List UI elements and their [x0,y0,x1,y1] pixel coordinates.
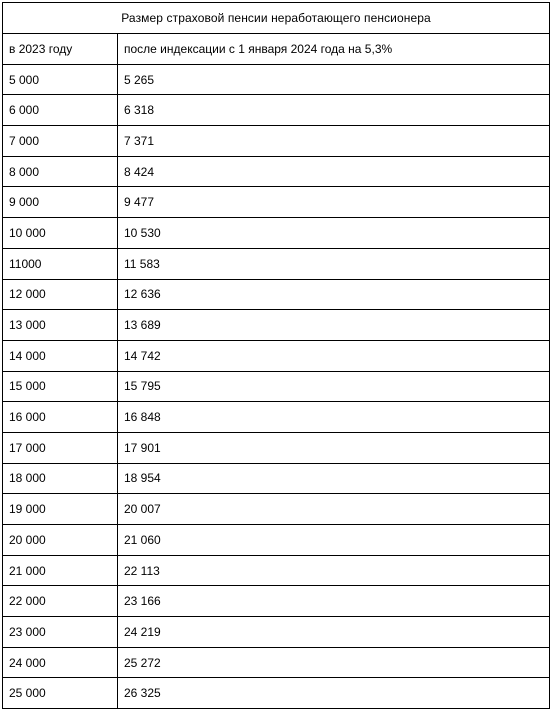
pension-2024-cell: 9 477 [118,187,550,218]
pension-2024-cell: 26 325 [118,678,550,709]
pension-2024-cell: 8 424 [118,156,550,187]
pension-2024-cell: 25 272 [118,647,550,678]
table-row [3,126,550,157]
table-row [3,95,550,126]
table-row [3,402,550,433]
header-row [3,34,550,65]
pension-2023-cell: 25 000 [3,678,118,709]
pension-2024-cell: 12 636 [118,279,550,310]
table-row [3,432,550,463]
table-row [3,218,550,249]
pension-2023-cell: 16 000 [3,402,118,433]
pension-2023-cell: 14 000 [3,340,118,371]
table-row [3,678,550,709]
pension-2024-cell: 23 166 [118,586,550,617]
pension-2023-cell: 23 000 [3,617,118,648]
pension-2024-cell: 6 318 [118,95,550,126]
pension-2023-cell: 24 000 [3,647,118,678]
pension-2024-cell: 16 848 [118,402,550,433]
table-row [3,340,550,371]
table-row [3,310,550,341]
table-row [3,494,550,525]
table-row [3,463,550,494]
pension-2024-cell: 7 371 [118,126,550,157]
pension-2023-cell: 21 000 [3,555,118,586]
column-header-2024: после индексации с 1 января 2024 года на 5,3% [118,34,550,65]
pension-2024-cell: 18 954 [118,463,550,494]
table-row [3,156,550,187]
pension-2024-cell: 24 219 [118,617,550,648]
pension-2023-cell: 19 000 [3,494,118,525]
table-row [3,64,550,95]
pension-2024-cell: 10 530 [118,218,550,249]
pension-2023-cell: 13 000 [3,310,118,341]
pension-2024-cell: 21 060 [118,525,550,556]
pension-2024-cell: 22 113 [118,555,550,586]
pension-2024-cell: 5 265 [118,64,550,95]
pension-2024-cell: 20 007 [118,494,550,525]
table-row [3,371,550,402]
pension-2023-cell: 17 000 [3,432,118,463]
pension-2024-cell: 14 742 [118,340,550,371]
pension-indexation-table [2,2,550,709]
pension-2023-cell: 9 000 [3,187,118,218]
pension-2024-cell: 15 795 [118,371,550,402]
table-body [3,3,550,709]
table-row [3,586,550,617]
pension-2023-cell: 12 000 [3,279,118,310]
table-row [3,555,550,586]
pension-2023-cell: 20 000 [3,525,118,556]
table-row [3,187,550,218]
pension-2023-cell: 8 000 [3,156,118,187]
pension-2023-cell: 6 000 [3,95,118,126]
pension-2023-cell: 22 000 [3,586,118,617]
pension-2023-cell: 18 000 [3,463,118,494]
table-row [3,525,550,556]
pension-2023-cell: 5 000 [3,64,118,95]
pension-2023-cell: 15 000 [3,371,118,402]
pension-2024-cell: 11 583 [118,248,550,279]
pension-2023-cell: 11000 [3,248,118,279]
title-row [3,3,550,34]
table-row [3,248,550,279]
table-row [3,617,550,648]
table-row [3,279,550,310]
pension-2024-cell: 13 689 [118,310,550,341]
pension-2024-cell: 17 901 [118,432,550,463]
table-row [3,647,550,678]
pension-2023-cell: 10 000 [3,218,118,249]
table-title: Размер страховой пенсии неработающего пенсионера [3,3,550,34]
column-header-2023: в 2023 году [3,34,118,65]
pension-2023-cell: 7 000 [3,126,118,157]
